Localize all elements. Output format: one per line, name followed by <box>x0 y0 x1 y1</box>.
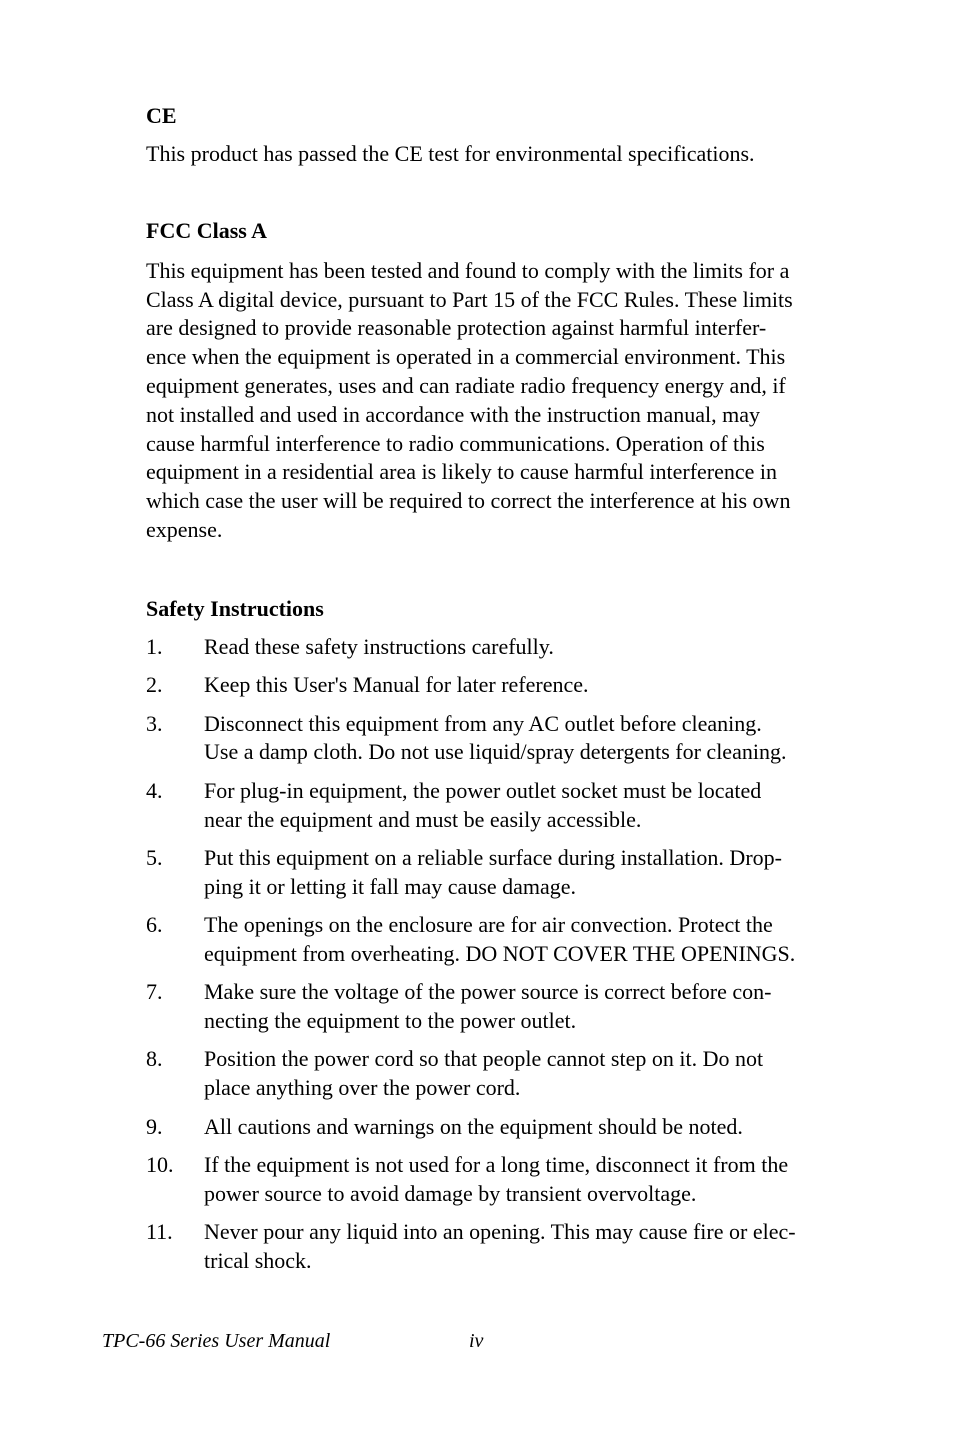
item-number: 10. <box>146 1152 174 1178</box>
item-text <box>204 1218 858 1276</box>
fcc-line: equipment in a residential area is likely to cause harmful interference in <box>146 459 778 485</box>
item-line: Use a damp cloth. Do not use liquid/spray detergents for cleaning. <box>204 739 787 765</box>
item-number: 1. <box>146 633 163 659</box>
item-number: 6. <box>146 912 163 938</box>
footer-manual-title: TPC-66 Series User Manual <box>102 1330 331 1352</box>
item-number: 5. <box>146 844 163 870</box>
item-text <box>204 911 858 969</box>
item-text <box>204 777 858 835</box>
fcc-line: equipment generates, uses and can radiate radio frequency energy and, if <box>146 372 786 398</box>
list-item <box>146 1113 858 1142</box>
fcc-paragraph <box>146 257 858 545</box>
item-number: 9. <box>146 1113 163 1139</box>
list-item <box>146 844 858 902</box>
item-line: Read these safety instructions carefully. <box>204 633 554 659</box>
item-number: 2. <box>146 672 163 698</box>
item-line: ping it or letting it fall may cause damage. <box>204 873 577 899</box>
ce-section <box>146 102 858 169</box>
item-line: Position the power cord so that people cannot step on it. Do not <box>204 1046 764 1072</box>
fcc-line: ence when the equipment is operated in a commercial environment. This <box>146 344 786 370</box>
item-text <box>204 710 858 768</box>
fcc-line: This equipment has been tested and found to comply with the limits for a <box>146 257 790 283</box>
item-number: 7. <box>146 979 163 1005</box>
item-line: Put this equipment on a reliable surface during installation. Drop- <box>204 844 782 870</box>
item-text <box>204 1151 858 1209</box>
fcc-line: which case the user will be required to correct the interference at his own <box>146 488 791 514</box>
item-line: near the equipment and must be easily accessible. <box>204 806 642 832</box>
item-line: Disconnect this equipment from any AC outlet before cleaning. <box>204 710 762 736</box>
item-text <box>204 844 858 902</box>
item-line: trical shock. <box>204 1248 312 1274</box>
fcc-line: not installed and used in accordance with the instruction manual, may <box>146 401 760 427</box>
ce-text: This product has passed the CE test for environmental specifications. <box>146 141 755 166</box>
fcc-heading: FCC Class A <box>146 217 268 243</box>
item-number: 8. <box>146 1046 163 1072</box>
fcc-line: are designed to provide reasonable protection against harmful interfer- <box>146 315 767 341</box>
list-item <box>146 633 858 662</box>
fcc-section <box>146 217 858 545</box>
page-body <box>146 102 858 1285</box>
fcc-line: expense. <box>146 516 223 542</box>
item-text <box>204 1045 858 1103</box>
item-line: If the equipment is not used for a long time, disconnect it from the <box>204 1152 789 1178</box>
item-line: The openings on the enclosure are for air convection. Protect the <box>204 912 773 938</box>
fcc-line: cause harmful interference to radio communications. Operation of this <box>146 430 765 456</box>
item-text <box>204 671 858 700</box>
item-line: power source to avoid damage by transient overvoltage. <box>204 1180 697 1206</box>
safety-heading: Safety Instructions <box>146 595 324 621</box>
item-line: equipment from overheating. DO NOT COVER THE OPENINGS. <box>204 940 796 966</box>
list-item <box>146 911 858 969</box>
item-line: place anything over the power cord. <box>204 1075 521 1101</box>
fcc-line: Class A digital device, pursuant to Part 15 of the FCC Rules. These limits <box>146 286 793 312</box>
item-number: 11. <box>146 1219 173 1245</box>
item-line: Make sure the voltage of the power source is correct before con- <box>204 979 772 1005</box>
item-text <box>204 978 858 1036</box>
list-item <box>146 710 858 768</box>
list-item <box>146 1218 858 1276</box>
safety-list <box>146 633 858 1276</box>
item-line: For plug-in equipment, the power outlet socket must be located <box>204 777 762 803</box>
item-line: Keep this User's Manual for later reference. <box>204 672 589 698</box>
item-line: Never pour any liquid into an opening. This may cause fire or elec- <box>204 1219 796 1245</box>
list-item <box>146 1045 858 1103</box>
safety-section <box>146 595 858 1276</box>
list-item <box>146 671 858 700</box>
footer-page-number: iv <box>469 1330 484 1352</box>
list-item <box>146 777 858 835</box>
item-text <box>204 633 858 662</box>
list-item <box>146 978 858 1036</box>
item-number: 4. <box>146 777 163 803</box>
item-number: 3. <box>146 710 163 736</box>
list-item <box>146 1151 858 1209</box>
item-text <box>204 1113 858 1142</box>
item-line: All cautions and warnings on the equipment should be noted. <box>204 1113 743 1139</box>
item-line: necting the equipment to the power outlet. <box>204 1008 577 1034</box>
ce-heading: CE <box>146 103 177 128</box>
